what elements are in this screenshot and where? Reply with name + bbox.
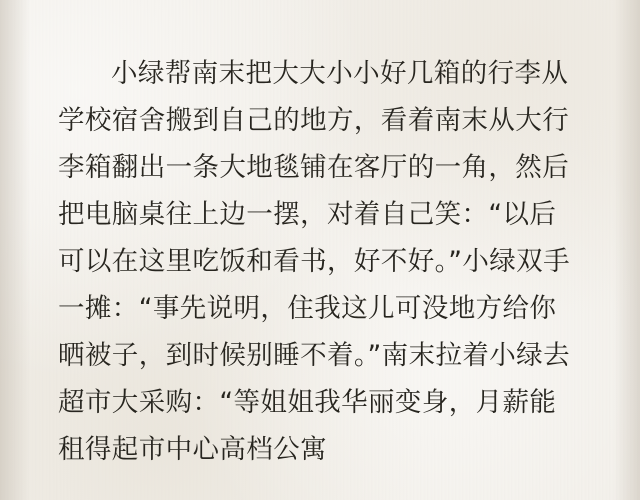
story-text-block [58,50,582,473]
paragraph: 小绿帮南末把大大小小好几箱的行李从学校宿舍搬到自己的地方，看着南末从大行李箱翻出一条大地毯铺在客厅的一角，然后把电脑桌往上边一摆，对着自己笑：“以后可以在这里吃饭和看书，好不好。”小绿双手一摊：“事先说明，住我这儿可没地方给你晒被子，到时候别睡不着。”南末拉着小绿去超市大采购：“等姐姐我华丽变身，月薪能租得起市中心高档公寓 [58,58,570,465]
